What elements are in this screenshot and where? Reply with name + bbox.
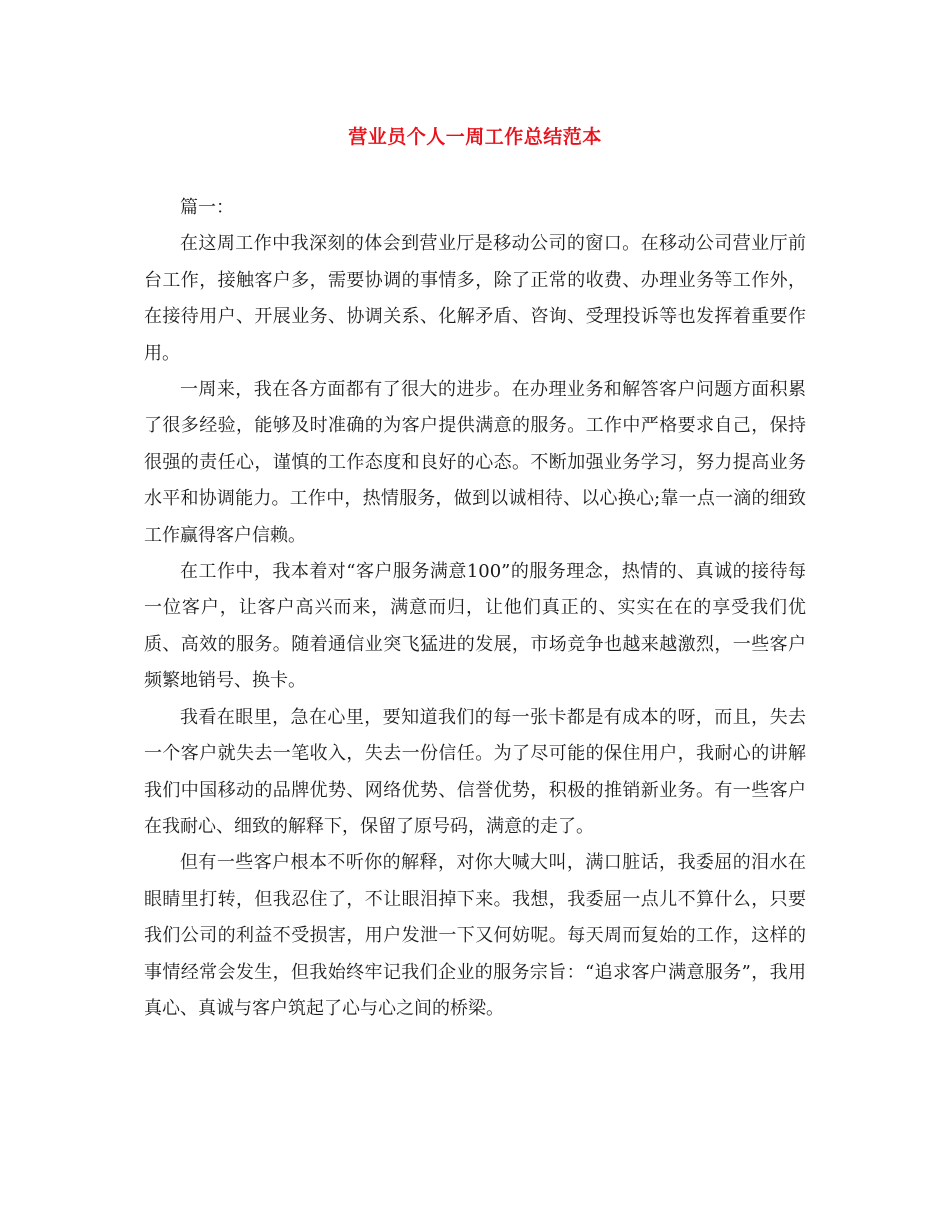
paragraph-2: 一周来，我在各方面都有了很大的进步。在办理业务和解答客户问题方面积累了很多经验，能够及时准确的为客户提供满意的服务。工作中严格要求自己，保持很强的责任心，谨慎的工作态度和良好的心态。不断加强业务学习，努力提高业务水平和协调能力。工作中，热情服务，做到以诚相待、以心换心;靠一点一滴的细致工作赢得客户信赖。 bbox=[144, 379, 806, 546]
paragraph-3: 在工作中，我本着对“客户服务满意100”的服务理念，热情的、真诚的接待每一位客户，让客户高兴而来，满意而归，让他们真正的、实实在在的享受我们优质、高效的服务。随着通信业突飞猛进的发展，市场竞争也越来越激烈，一些客户频繁地销号、换卡。 bbox=[144, 561, 806, 692]
document-title: 营业员个人一周工作总结范本 bbox=[348, 126, 602, 148]
paragraph-5: 但有一些客户根本不听你的解释，对你大喊大叫，满口脏话，我委屈的泪水在眼睛里打转，但我忍住了，不让眼泪掉下来。我想，我委屈一点儿不算什么，只要我们公司的利益不受损害，用户发泄一下又何妨呢。每天周而复始的工作，这样的事情经常会发生，但我始终牢记我们企业的服务宗旨：“追求客户满意服务”，我用真心、真诚与客户筑起了心与心之间的桥梁。 bbox=[144, 852, 806, 1019]
section-label: 篇一： bbox=[180, 197, 234, 218]
paragraph-4: 我看在眼里，急在心里，要知道我们的每一张卡都是有成本的呀，而且，失去一个客户就失去一笔收入，失去一份信任。为了尽可能的保住用户，我耐心的讲解我们中国移动的品牌优势、网络优势、信誉优势，积极的推销新业务。有一些客户在我耐心、细致的解释下，保留了原号码，满意的走了。 bbox=[144, 706, 806, 837]
document-body bbox=[144, 190, 806, 1027]
paragraph-1: 在这周工作中我深刻的体会到营业厅是移动公司的窗口。在移动公司营业厅前台工作，接触客户多，需要协调的事情多，除了正常的收费、办理业务等工作外，在接待用户、开展业务、协调关系、化解矛盾、咨询、受理投诉等也发挥着重要作用。 bbox=[144, 233, 806, 364]
